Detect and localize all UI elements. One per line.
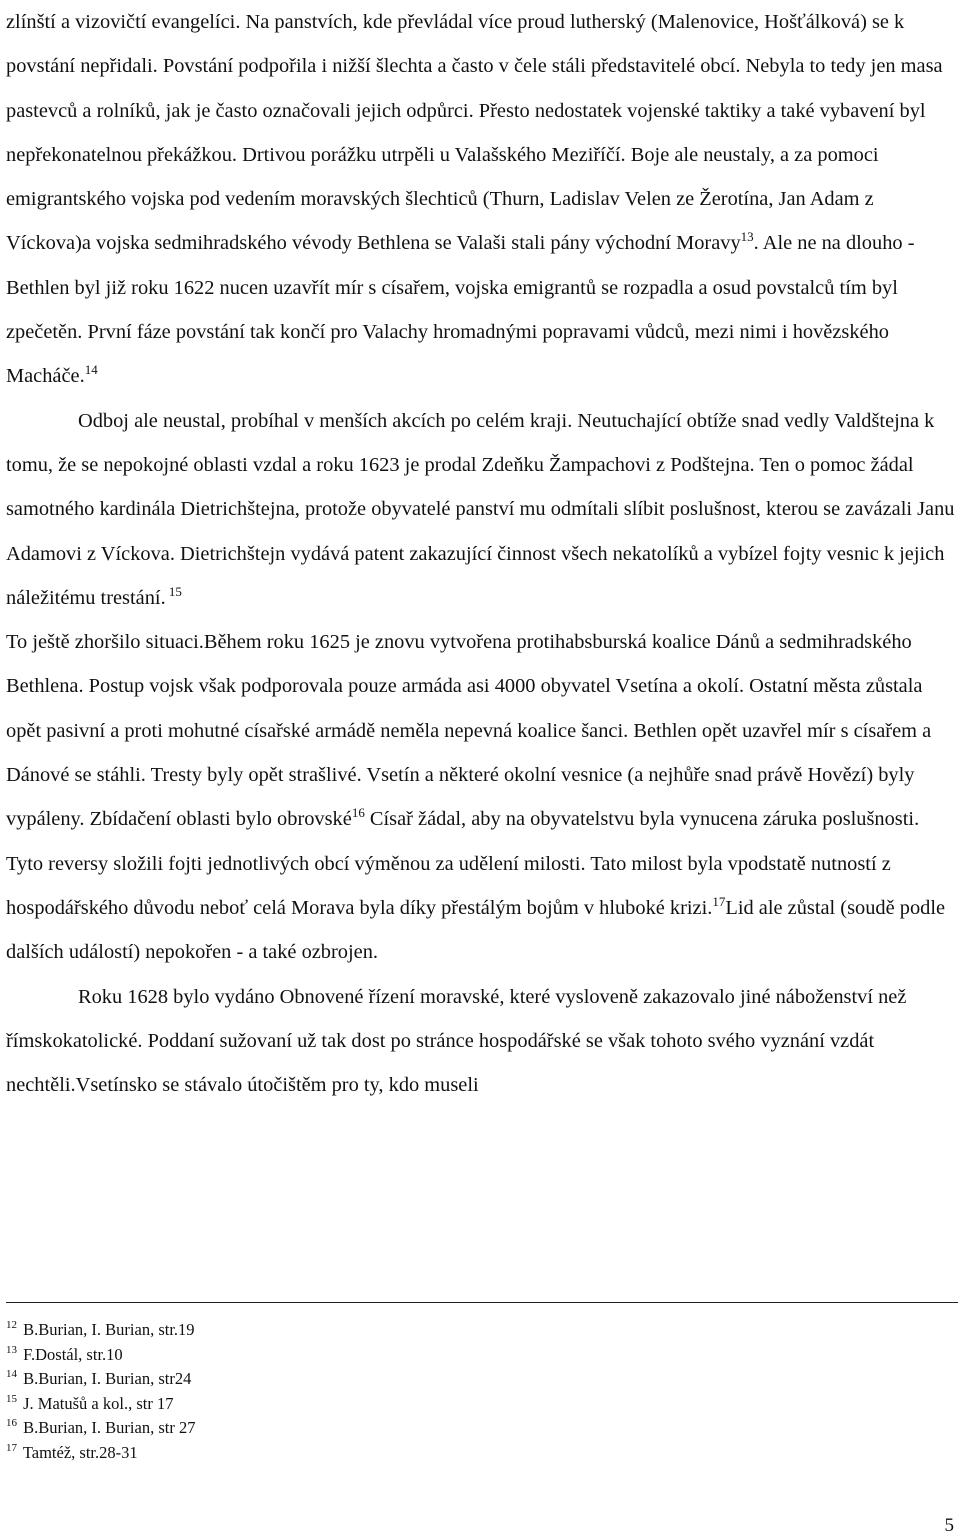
footnote-reference: 15: [165, 583, 182, 599]
body-text: [6, 0, 956, 1107]
footnote-number: 12: [6, 1319, 17, 1331]
footnote-item: [6, 1441, 606, 1466]
footnote-item: [6, 1416, 606, 1441]
paragraph-text: zlínští a vizovičtí evangelíci. Na panstvích, kde převládal více proud lutherský (Malenovice, Hošťálková) se k povstání nepřidali. Povstání podpořila i nižší šlechta a často v čele stáli představitelé obcí. Nebyla to tedy jen masa pastevců a rolníků, jak je často označovali jejich odpůrci. Přesto nedostatek vojenské taktiky a také vybavení byl nepřekonatelnou překážkou. Drtivou porážku utrpěli u Valašského Meziříčí. Boje ale neustaly, a za pomoci emigrantského vojska pod vedením moravských šlechticů (Thurn, Ladislav Velen ze Žerotína, Jan Adam z Víckova)a vojska sedmihradského vévody Bethlena se Valaši stali pány východní Moravy: [6, 11, 943, 255]
footnote-text: B.Burian, I. Burian, str.19: [23, 1320, 195, 1339]
page-number: 5: [944, 1515, 954, 1536]
footnote-reference: 17: [712, 893, 726, 909]
footnote-text: F.Dostál, str.10: [23, 1344, 123, 1364]
footnote-number: 15: [6, 1392, 17, 1405]
paragraph-p1: [6, 0, 956, 399]
footnote-number: 14: [6, 1368, 17, 1381]
paragraph-p4: [6, 975, 956, 1108]
footnote-separator: [6, 1302, 958, 1303]
paragraph-p3: [6, 620, 956, 974]
footnote-text: B.Burian, I. Burian, str 27: [23, 1418, 196, 1438]
paragraph-text: Lid ale zůstal (soudě podle dalších událostí) nepokořen - a také ozbrojen.: [6, 896, 946, 964]
footnote-number: 17: [6, 1441, 17, 1454]
footnote-reference: 16: [351, 805, 365, 821]
footnotes: [6, 1318, 606, 1466]
paragraph-text: To ještě zhoršilo situaci.Během roku 1625 je znovu vytvořena protihabsburská koalice Dánů a sedmihradského Bethlena. Postup vojsk však podporovala pouze armáda asi 4000 obyvatel Vsetína a okolí. Ostatní města zůstala opět pasivní a proti mohutné císařské armádě neměla nepevná koalice šanci. Bethlen opět uzavřel mír s císařem a Dánové se stáhli. Tresty byly opět strašlivé. Vsetín a některé okolní vesnice (a nejhůře snad právě Hovězí) byly vypáleny. Zbídačení oblasti bylo obrovské: [6, 631, 932, 831]
paragraph-text: Odboj ale neustal, probíhal v menších akcích po celém kraji. Neutuchající obtíže snad vedly Valdštejna k tomu, že se nepokojné oblasti vzdal a roku 1623 je prodal Zdeňku Žampachovi z Podštejna. Ten o pomoc žádal samotného kardinála Dietrichštejna, protože obyvatelé panství mu odmítali slíbit poslušnost, kterou se zavázali Janu Adamovi z Víckova. Dietrichštejn vydává patent zakazující činnost všech nekatolíků a vybízel fojty vesnic k jejich náležitému trestání.: [6, 409, 955, 609]
footnote-item: [6, 1367, 606, 1392]
paragraph-text: Císař žádal, aby na obyvatelstvu byla vynucena záruka poslušnosti. Tyto reversy složili fojti jednotlivých obcí výměnou za udělení milosti. Tato milost byla vpodstatě nutností z hospodářského důvodu neboť celá Morava byla díky přestálým bojům v hluboké krizi.: [6, 808, 920, 919]
footnote-reference: 13: [740, 229, 754, 245]
footnote-item: [6, 1392, 606, 1417]
paragraph-p2: [6, 399, 956, 620]
paragraph-text: Roku 1628 bylo vydáno Obnovené řízení moravské, které vysloveně zakazovalo jiné náboženství než římskokatolické. Poddaní sužovaní už tak dost po stránce hospodářské se však tohoto svého vyznání vzdát nechtěli.Vsetínsko se stávalo útočištěm pro ty, kdo museli: [6, 985, 907, 1097]
footnote-text: B.Burian, I. Burian, str24: [23, 1369, 192, 1389]
footnote-item: [6, 1343, 606, 1368]
footnote-number: 13: [6, 1343, 17, 1356]
paragraph-text: . Ale ne na dlouho - Bethlen byl již roku 1622 nucen uzavřít mír s císařem, vojska emigrantů se rozpadla a osud povstalců tím byl zpečetěn. První fáze povstání tak končí pro Valachy hromadnými popravami vůdců, mezi nimi i hovězského Macháče.: [6, 232, 915, 388]
footnote-text: J. Matušů a kol., str 17: [23, 1393, 174, 1413]
footnote-number: 16: [6, 1417, 17, 1430]
footnote-reference: 14: [84, 362, 98, 378]
footnote-item: [6, 1318, 606, 1343]
footnote-text: Tamtéž, str.28-31: [22, 1442, 138, 1462]
